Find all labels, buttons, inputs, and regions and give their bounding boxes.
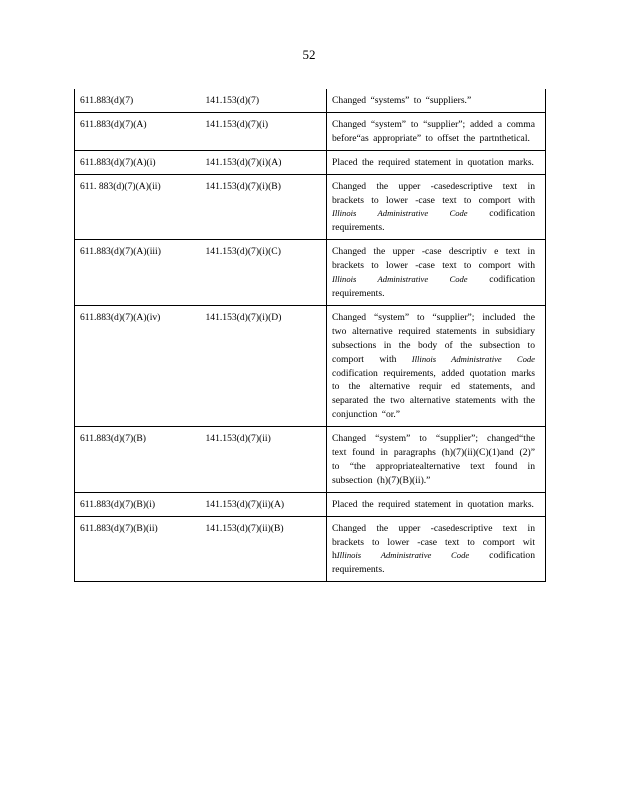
new-section-cell: 141.153(d)(7)(i)(A) xyxy=(205,156,282,168)
new-section-cell: 141.153(d)(7) xyxy=(205,95,260,106)
old-section-cell: 611.883(d)(7)(A)(iv) xyxy=(75,305,201,426)
change-text: Changed “system” to “supplier”; changed“the text found in paragraphs (h)(7)(ii)(C)(1)and (2)” to “the appropriatealternative text found in subsection (h)(7)(B)(ii).” xyxy=(332,433,535,486)
old-section-cell: 611.883(d)(7)(A)(i) xyxy=(75,150,201,174)
change-text: codification requirements. xyxy=(332,550,536,576)
new-section-cell: 141.153(d)(7)(i)(B) xyxy=(205,180,281,192)
code-title: Illinois Administrative Code xyxy=(411,353,535,364)
table-row xyxy=(75,492,546,516)
change-description-cell xyxy=(327,89,546,112)
table-row xyxy=(75,89,546,112)
change-text: Changed the upper -casedescriptive text in brackets to lower -case text to comport with xyxy=(332,180,535,206)
old-section-cell: 611.883(d)(7)(B) xyxy=(75,427,201,493)
table-row xyxy=(75,150,546,174)
old-section-cell: 611.883(d)(7)(A) xyxy=(75,112,201,150)
change-text: codification requirements. xyxy=(332,274,536,299)
change-description-cell xyxy=(327,112,546,150)
code-title: Illinois Administrative Code xyxy=(336,550,470,561)
page-number: 52 xyxy=(302,47,316,62)
change-text: Changed the upper -casedescriptive text in brackets to lower -case text to comport wit h xyxy=(332,522,535,562)
change-text: codification requirements, added quotation marks to the alternative requir ed statements, and separated the two alternative statements with the conjunction “or.” xyxy=(332,367,535,421)
new-section-cell: 141.153(d)(7)(ii)(B) xyxy=(205,522,284,534)
old-section-cell: 611.883(d)(7)(A)(iii) xyxy=(75,240,201,306)
table-row xyxy=(75,240,546,306)
old-section-cell: 611.883(d)(7)(B)(ii) xyxy=(75,516,201,582)
old-section-cell: 611.883(d)(7) xyxy=(75,89,201,112)
new-section-cell: 141.153(d)(7)(i)(C) xyxy=(205,246,281,258)
change-text: Placed the required statement in quotation marks. xyxy=(332,156,534,168)
change-description-cell xyxy=(327,492,546,516)
table-row xyxy=(75,305,546,426)
change-description-cell xyxy=(327,427,546,493)
change-description-cell xyxy=(327,174,546,240)
old-section-cell: 611. 883(d)(7)(A)(ii) xyxy=(75,174,201,240)
change-description-cell xyxy=(327,240,546,306)
table-row xyxy=(75,174,546,240)
section-derivation-table xyxy=(74,89,546,582)
change-text: Changed “system” to “supplier”; added a comma before“as appropriate” to offset the partnthetical. xyxy=(332,118,535,144)
table-row xyxy=(75,112,546,150)
new-section-cell: 141.153(d)(7)(ii)(A) xyxy=(205,498,285,510)
new-section-cell: 141.153(d)(7)(ii) xyxy=(205,433,271,445)
change-description-cell xyxy=(327,305,546,426)
change-description-cell xyxy=(327,150,546,174)
table-row xyxy=(75,427,546,493)
change-text: codification requirements. xyxy=(332,208,536,234)
change-text: Changed “systems” to “suppliers.” xyxy=(332,95,472,106)
old-section-cell: 611.883(d)(7)(B)(i) xyxy=(75,492,201,516)
change-description-cell xyxy=(327,516,546,582)
change-text: Changed “system” to “supplier”; included the two alternative required statements in subsidiary subsections in the body of the subsection to comport with xyxy=(332,311,535,365)
table-row xyxy=(75,516,546,582)
change-text: Changed the upper -case descriptiv e text in brackets to lower -case text to comport with xyxy=(332,246,535,272)
code-title: Illinois Administrative Code xyxy=(332,274,468,285)
new-section-cell: 141.153(d)(7)(i)(D) xyxy=(205,311,282,323)
code-title: Illinois Administrative Code xyxy=(332,208,468,219)
change-text: Placed the required statement in quotation marks. xyxy=(332,498,534,510)
new-section-cell: 141.153(d)(7)(i) xyxy=(205,118,269,130)
